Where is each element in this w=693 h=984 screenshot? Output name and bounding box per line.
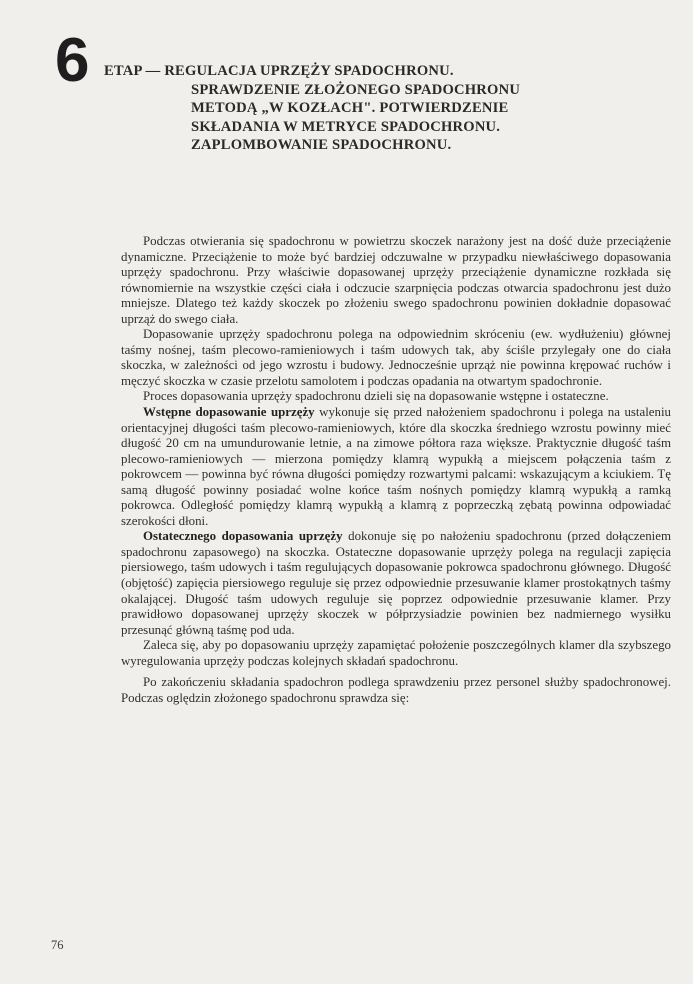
title-line: METODĄ „W KOZŁACH". POTWIERDZENIE	[191, 100, 509, 116]
title-line: ZAPLOMBOWANIE SPADOCHRONU.	[191, 137, 452, 153]
paragraph: Proces dopasowania uprzęży spadochronu dzieli się na dopasowanie wstępne i ostateczne.	[143, 389, 609, 404]
paragraph: Zaleca się, aby po dopasowaniu uprzęży zapamiętać położenie poszczególnych klamer dla szybszego wyregulowania uprzęży podczas kolejnych składań spadochronu.	[121, 638, 671, 668]
chapter-title	[104, 62, 644, 155]
title-line: SPRAWDZENIE ZŁOŻONEGO SPADOCHRONU	[191, 81, 521, 98]
title-line: SKŁADANIA W METRYCE SPADOCHRONU.	[191, 118, 501, 135]
paragraph: Podczas otwierania się spadochronu w powietrzu skoczek narażony jest na dość duże przeciążenie dynamiczne. Przeciążenie to może być bardziej odczuwalne w przypadku niewłaściwego dopasowania uprzęży spadochronu. Przy właściwie dopasowanej uprzęży przeciążenie dynamiczne rozkłada się równomiernie na wszystkie części ciała i odczucie szarpnięcia podczas otwarcia spadochronu jest dużo mniejsze. Dlatego też każdy skoczek po złożeniu swego spadochronu powinien dokładnie dopasować uprząż do swego ciała.	[121, 234, 671, 326]
term-bold: Ostatecznego dopasowania uprzęży	[143, 529, 343, 544]
paragraph: Wstępne dopasowanie uprzęży wykonuje się przed nałożeniem spadochronu i polega na ustaleniu orientacyjnej długości taśm plecowo-ramieniowych, które dla skoczka średniego wzrostu powinny mieć długość 20 cm na umundurowanie letnie, a na zimowe półtora raza większe. Praktycznie długość taśm plecowo-ramieniowych — mierzona pomiędzy klamrą wypukłą a miejscem połączenia taśm z pokrowcem — powinna być równa długości pomiędzy rozwartymi palcami: wskazującym a kciukiem. Tę samą długość powinny posiadać wolne końce taśm nośnych pomiędzy klamrą wypukłą a ramką pokrowca. Odległość pomiędzy klamrą wypukłą a klamrą z poprzeczką zębatą powinna odpowiadać szerokości dłoni.	[121, 405, 671, 528]
page-number: 76	[51, 938, 64, 952]
body-text	[121, 234, 671, 706]
paragraph: Po zakończeniu składania spadochron podlega sprawdzeniu przez personel służby spadochronowej. Podczas oględzin złożonego spadochronu sprawdza się:	[121, 675, 671, 705]
title-line: ETAP — REGULACJA UPRZĘŻY SPADOCHRONU.	[104, 63, 454, 79]
chapter-number: 6	[55, 26, 88, 95]
term-bold: Wstępne dopasowanie uprzęży	[143, 405, 315, 420]
paragraph: Dopasowanie uprzęży spadochronu polega na odpowiednim skróceniu (ew. wydłużeniu) głównej taśmy nośnej, taśm plecowo-ramieniowych i taśm udowych tak, aby ściśle przylegały one do ciała skoczka, w zależności od jego wzrostu i budowy. Jednocześnie uprząż nie powinna krępować ruchów i męczyć skoczka w czasie przelotu samolotem i podczas opadania na otwartym spadochronie.	[121, 327, 671, 388]
paragraph: Ostatecznego dopasowania uprzęży dokonuje się po nałożeniu spadochronu (przed dołączeniem spadochronu zapasowego) na skoczka. Ostateczne dopasowanie uprzęży polega na regulacji zapięcia piersiowego, taśm udowych i taśm regulujących dopasowanie pokrowca spadochronu głównego. Długość (objętość) zapięcia piersiowego reguluje się przez odpowiednie przesuwanie klamer prostokątnych taśmy okalającej. Długość taśm udowych reguluje się poprzez odpowiednie przesuwanie klamer. Przy prawidłowo dopasowanej uprzęży skoczek w półprzysiadzie powinien bez nadmiernego wysiłku przesunąć główną taśmę pod uda.	[121, 529, 671, 637]
